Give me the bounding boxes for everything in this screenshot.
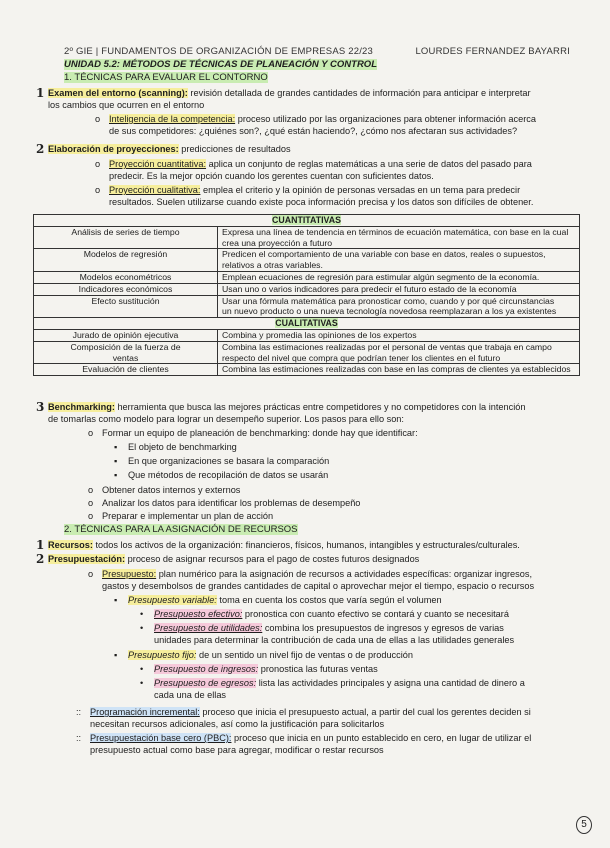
budget-definition: o Presupuesto: plan numérico para la asignación de recursos a actividades específicas: organizar ingresos, xyxy=(88,569,533,579)
budgeting-paragraph: Presupuestación: proceso de asignar recursos para el pago de costes futuros designados xyxy=(48,554,420,564)
table-row: Modelos de regresión Predicen el comportamiento de una variable con base en datos, reales o supuestos, relativos a otras variables. xyxy=(34,249,580,272)
table-key: Análisis de series de tiempo xyxy=(34,226,218,249)
qual-forecast: o Proyección cualitativa: emplea el criterio y la opinión de personas versadas en un tema para predecir xyxy=(95,185,521,195)
table-row: Composición de la fuerza de ventas Combina las estimaciones realizadas por el personal de ventas que trabaja en campo respecto del nivel que compra que podrían tener los clientes en el futuro xyxy=(34,341,580,364)
table-key: Evaluación de clientes xyxy=(34,364,218,376)
bench-step: o Formar un equipo de planeación de benchmarking: donde hay que identificar: xyxy=(88,428,418,438)
table-key: Jurado de opinión ejecutiva xyxy=(34,329,218,341)
benchmarking-paragraph-cont: de tomarlas como modelo para lograr un desempeño superior. Los pasos para ello son: xyxy=(48,414,404,424)
income-budget: • Presupuesto de ingresos: pronostica las futuras ventas xyxy=(140,664,378,674)
table-row: Evaluación de clientes Combina las estimaciones realizadas con base en las compras de clientes ya establecidos xyxy=(34,364,580,376)
budget-definition-cont: gastos y desembolsos de grandes cantidades de capital o aprovechar mejor el tiempo, espacio o recursos xyxy=(102,581,535,591)
header-course: 2º GIE | FUNDAMENTOS DE ORGANIZACIÓN DE EMPRESAS 22/23 xyxy=(64,46,374,57)
expense-budget: • Presupuesto de egresos: lista las actividades principales y asigna una cantidad de dinero a xyxy=(140,678,525,688)
margin-mark-1: 1 xyxy=(36,86,45,100)
scanning-paragraph-cont: los cambios que ocurren en el entorno xyxy=(48,100,205,110)
section-2-title: 2. TÉCNICAS PARA LA ASIGNACIÓN DE RECURSOS xyxy=(64,524,298,535)
table-row: Modelos econométricos Emplean ecuaciones de regresión para estimular algún segmento de la economía. xyxy=(34,271,580,283)
table-row: Efecto sustitución Usar una fórmula matemática para pronosticar como, cuando y por qué circunstancias un nuevo producto o una nueva tecnología novedosa reemplazaran a los ya existentes xyxy=(34,295,580,318)
margin-mark-2: 2 xyxy=(36,142,45,156)
unit-title: UNIDAD 5.2: MÉTODOS DE TÉCNICAS DE PLANEACIÓN Y CONTROL xyxy=(64,59,378,70)
intel-paragraph: o Inteligencia de la competencia: proceso utilizado por las organizaciones para obtener información acerca xyxy=(95,114,536,124)
bench-step: o Preparar e implementar un plan de acción xyxy=(88,511,274,521)
margin-mark-4: 1 xyxy=(36,538,45,552)
resources-paragraph: Recursos: todos los activos de la organización: financieros, físicos, humanos, intangibles y estructurales/culturales. xyxy=(48,540,520,550)
header-author: LOURDES FERNANDEZ BAYARRI xyxy=(415,46,570,57)
intel-paragraph-cont: de sus competidores: ¿quiénes son?, ¿qué están haciendo?, ¿cómo nos afectaran sus actividades? xyxy=(109,126,518,136)
page-number: 5 xyxy=(576,816,592,834)
table-key: Efecto sustitución xyxy=(34,295,218,318)
table-header-quant: CUANTITATIVAS xyxy=(34,215,580,227)
fixed-budget: ▪ Presupuesto fijo: de un sentido un nivel fijo de ventas o de producción xyxy=(114,650,414,660)
profit-budget-cont: unidades para determinar la contribución de cada una de ellas a las utilidades generales xyxy=(154,635,515,645)
table-row: Indicadores económicos Usan uno o varios indicadores para predecir el futuro estado de la economía xyxy=(34,283,580,295)
cash-budget: • Presupuesto efectivo: pronostica con cuanto efectivo se contará y cuanto se necesitará xyxy=(140,609,509,619)
margin-mark-5: 2 xyxy=(36,552,45,566)
section-1-title: 1. TÉCNICAS PARA EVALUAR EL CONTORNO xyxy=(64,72,268,83)
profit-budget: • Presupuesto de utilidades: combina los presupuestos de ingresos y egresos de varias xyxy=(140,623,504,633)
benchmarking-paragraph: Benchmarking: herramienta que busca las mejores prácticas entre competidores y no competidores con la intención xyxy=(48,402,526,412)
incremental-budgeting-cont: necesitan recursos adicionales, así como la justificación para solicitarlos xyxy=(90,719,385,729)
quant-forecast-cont: predecir. Es la mejor opción cuando los gerentes cuentan con suficientes datos. xyxy=(109,171,434,181)
qual-forecast-cont: resultados. Suelen utilizarse cuando existe poca información precisa y los datos son difíciles de obtener. xyxy=(109,197,534,207)
bench-step: o Obtener datos internos y externos xyxy=(88,485,241,495)
quant-forecast: o Proyección cuantitativa: aplica un conjunto de reglas matemáticas a una serie de datos del pasado para xyxy=(95,159,532,169)
margin-mark-3: 3 xyxy=(36,400,45,414)
table-key: Modelos de regresión xyxy=(34,249,218,272)
table-row: Análisis de series de tiempo Expresa una línea de tendencia en términos de ecuación matemática, con base en la cual crea una proyección a futuro xyxy=(34,226,580,249)
scanning-paragraph: Examen del entorno (scanning): revisión detallada de grandes cantidades de información para anticipar e interpretar xyxy=(48,88,531,98)
forecast-techniques-table xyxy=(33,214,580,376)
bench-substep: ▪ El objeto de benchmarking xyxy=(114,442,237,452)
expense-budget-cont: cada una de ellas xyxy=(154,690,227,700)
bench-substep: ▪ Que métodos de recopilación de datos se usarán xyxy=(114,470,329,480)
table-key: Indicadores económicos xyxy=(34,283,218,295)
table-header-qual: CUALITATIVAS xyxy=(34,318,580,330)
incremental-budgeting: :: Programación incremental: proceso que inicia el presupuesto actual, a partir del cual los gerentes deciden si xyxy=(76,707,531,717)
table-key: Composición de la fuerza de ventas xyxy=(34,341,218,364)
forecast-paragraph: Elaboración de proyecciones: predicciones de resultados xyxy=(48,144,291,154)
zero-based-budgeting: :: Presupuestación base cero (PBC): proceso que inicia en un punto establecido en cero, en lugar de utilizar el xyxy=(76,733,532,743)
table-row: Jurado de opinión ejecutiva Combina y promedia las opiniones de los expertos xyxy=(34,329,580,341)
variable-budget: ▪ Presupuesto variable: toma en cuenta los costos que varía según el volumen xyxy=(114,595,442,605)
table-key: Modelos econométricos xyxy=(34,271,218,283)
bench-step: o Analizar los datos para identificar los problemas de desempeño xyxy=(88,498,361,508)
bench-substep: ▪ En que organizaciones se basara la comparación xyxy=(114,456,330,466)
zero-based-budgeting-cont: presupuesto actual como base para agregar, modificar o restar recursos xyxy=(90,745,384,755)
